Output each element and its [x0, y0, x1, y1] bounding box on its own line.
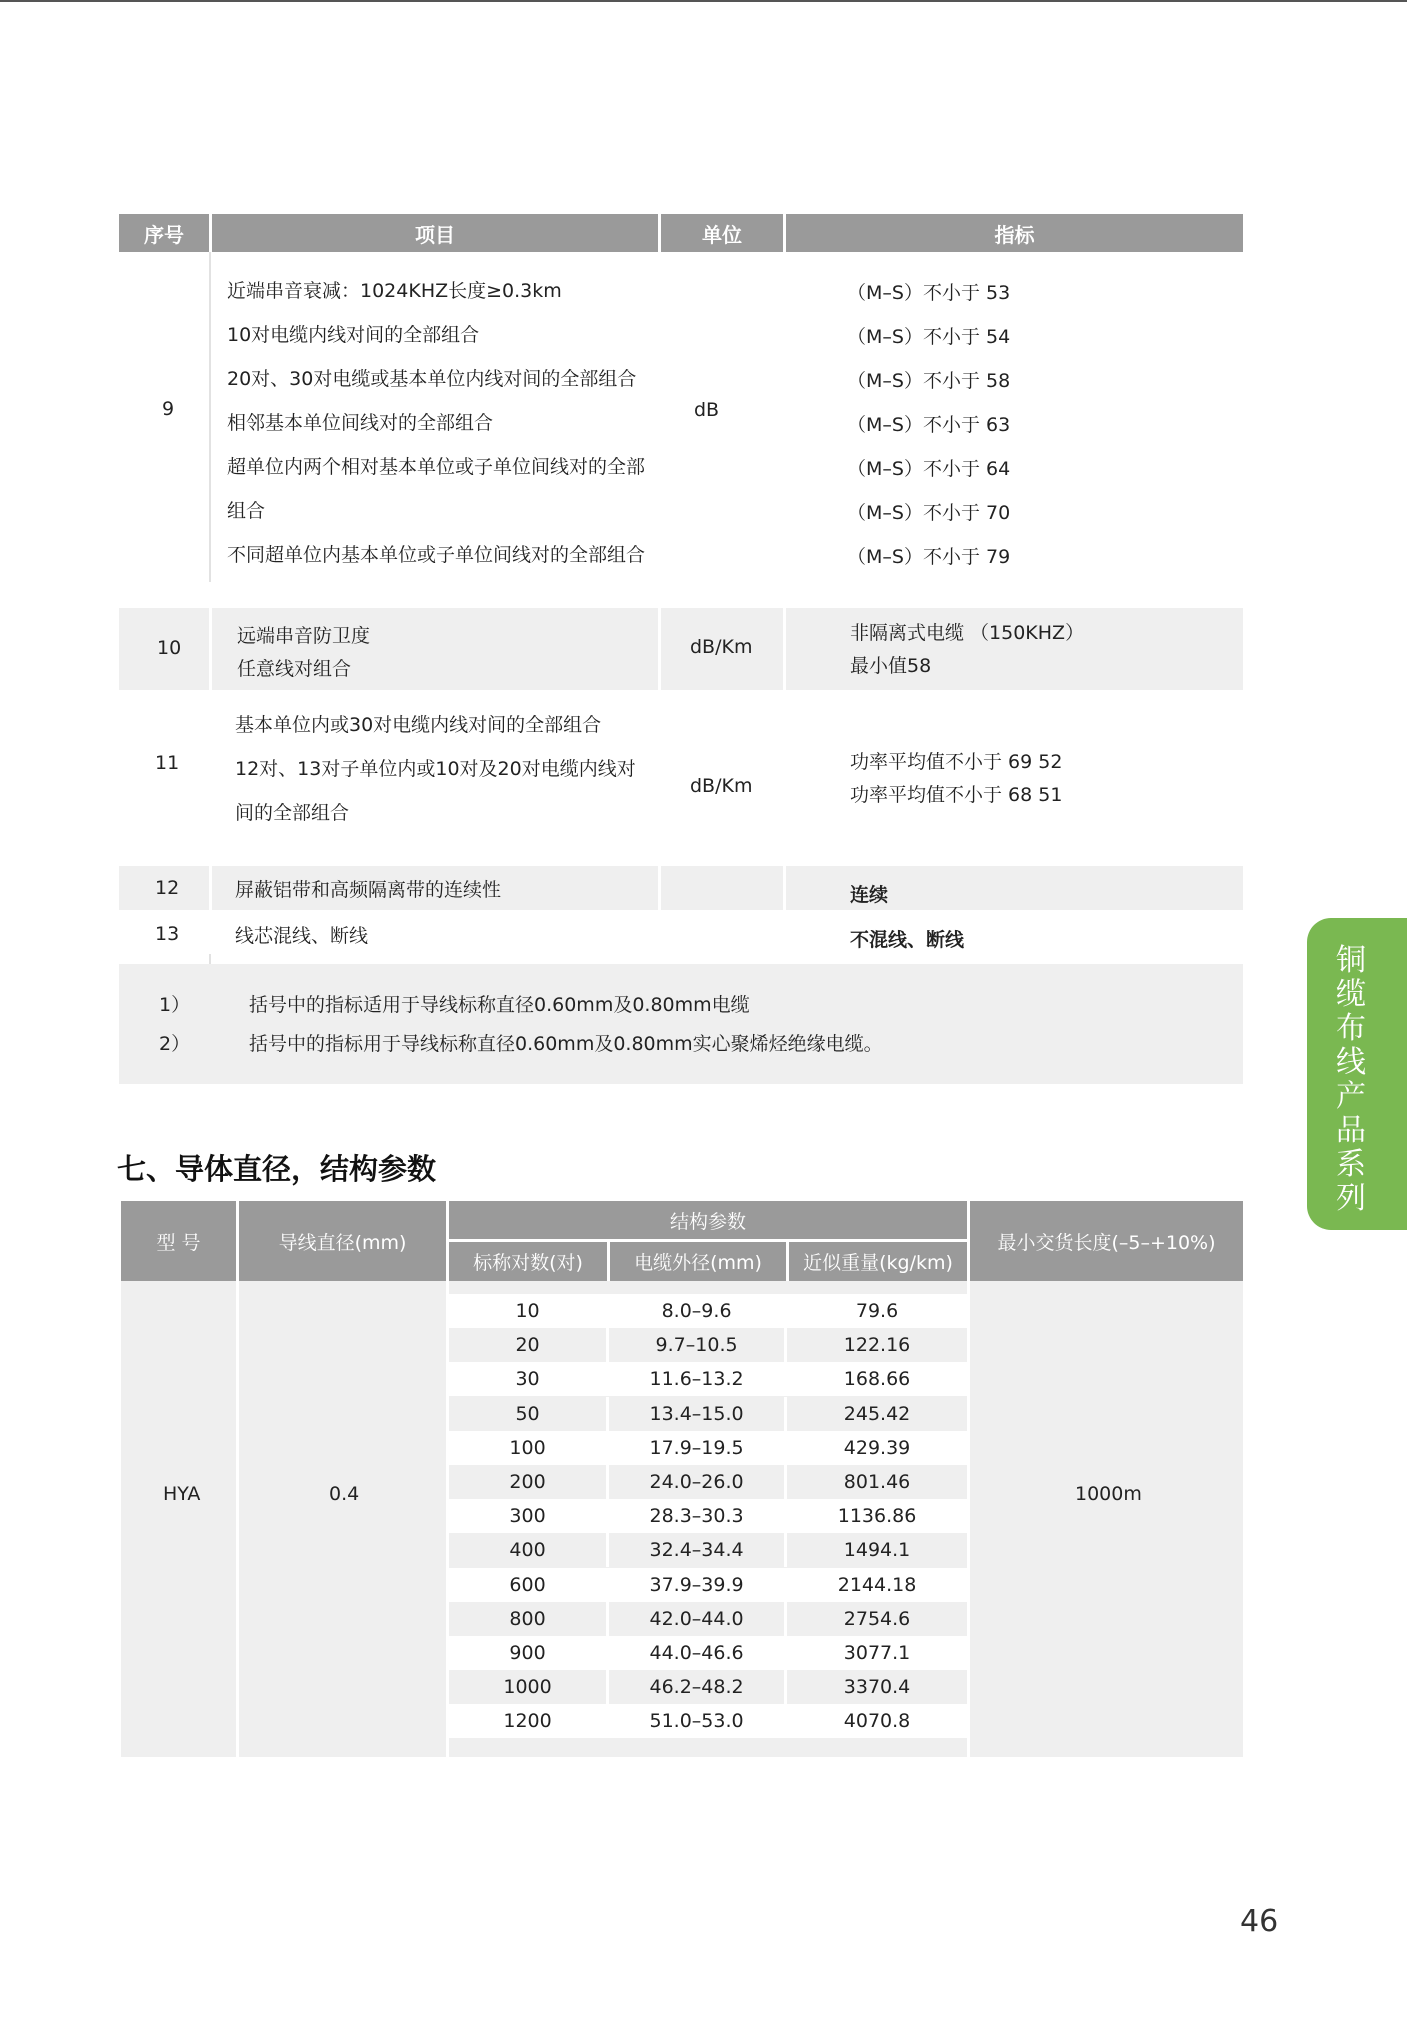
outer-diameter-cell: 42.0–44.0: [609, 1602, 787, 1636]
table-row-10: [119, 608, 1243, 690]
table-row: [449, 1294, 967, 1328]
model-value: HYA: [163, 1483, 201, 1505]
spec-line: （M–S）不小于 79: [847, 546, 1011, 568]
item-line: 基本单位内或30对电缆内线对间的全部组合: [235, 714, 602, 736]
page-number: 46: [1240, 1904, 1279, 1939]
outer-diameter-cell: 28.3–30.3: [609, 1499, 787, 1533]
weight-cell: 2144.18: [837, 1573, 917, 1596]
table-row-9: [119, 252, 1243, 582]
header-od: 电缆外径(mm): [610, 1242, 786, 1281]
spec-line: 连续: [850, 884, 889, 906]
spec-line: （M–S）不小于 54: [847, 326, 1011, 348]
item-line: 10对电缆内线对间的全部组合: [227, 324, 480, 346]
item-line: 12对、13对子单位内或10对及20对电缆内线对: [235, 758, 636, 780]
spec-line: 最小值58: [850, 655, 932, 677]
outer-diameter-cell: 17.9–19.5: [609, 1431, 787, 1465]
table-row: [449, 1328, 967, 1362]
item-line: 相邻基本单位间线对的全部组合: [227, 412, 494, 434]
table-row-13: [119, 910, 1243, 964]
outer-diameter-cell: 24.0–26.0: [609, 1465, 787, 1499]
item-line: 屏蔽铝带和高频隔离带的连续性: [235, 879, 502, 901]
item-line: 远端串音防卫度: [237, 625, 371, 647]
table-row: [449, 1397, 967, 1431]
table-row-11: [119, 690, 1243, 836]
pairs-cell: 400: [449, 1533, 609, 1567]
table-row: [449, 1670, 967, 1704]
pairs-cell: 10: [449, 1294, 609, 1328]
weight-cell: 3370.4: [843, 1676, 911, 1699]
spec-line: （M–S）不小于 70: [847, 502, 1011, 524]
table-row: [449, 1602, 967, 1636]
pairs-cell: 900: [449, 1636, 609, 1670]
outer-diameter-cell: 8.0–9.6: [609, 1294, 787, 1328]
weight-cell: 79.6: [855, 1300, 899, 1322]
outer-diameter-cell: 32.4–34.4: [609, 1533, 787, 1567]
header-weight: 近似重量(kg/km): [789, 1242, 967, 1281]
table-row: [449, 1431, 967, 1465]
spec-line: （M–S）不小于 64: [847, 458, 1011, 480]
spec-line: （M–S）不小于 63: [847, 414, 1011, 436]
item-line: 间的全部组合: [235, 802, 350, 824]
header-model: 型 号: [121, 1201, 236, 1281]
outer-diameter-cell: 37.9–39.9: [609, 1568, 787, 1602]
product-series-tab: [1307, 918, 1407, 1230]
weight-cell: 4070.8: [843, 1710, 911, 1733]
spec-line: 功率平均值不小于 68 51: [850, 784, 1063, 806]
row-number: 13: [155, 923, 180, 945]
notes-box: [119, 964, 1243, 1084]
row-number: 12: [155, 877, 180, 899]
unit: dB/Km: [690, 636, 753, 658]
header-pairs: 标称对数(对): [449, 1242, 607, 1281]
pairs-cell: 1000: [449, 1670, 609, 1704]
table-row: [449, 1362, 967, 1396]
row-number: 9: [162, 398, 175, 420]
header-diameter: 导线直径(mm): [239, 1201, 446, 1281]
unit: dB: [694, 399, 720, 421]
weight-cell: 2754.6: [843, 1607, 911, 1630]
spec-line: 功率平均值不小于 69 52: [850, 751, 1063, 773]
spec-line: 非隔离式电缆 （150KHZ）: [850, 622, 1085, 644]
note-mark: 2）: [159, 1033, 191, 1055]
length-value: 1000m: [1075, 1483, 1142, 1505]
pairs-cell: 600: [449, 1568, 609, 1602]
top-rule: [0, 0, 1407, 2]
table-row: [449, 1704, 967, 1738]
outer-diameter-cell: 46.2–48.2: [609, 1670, 787, 1704]
header-no: 序号: [119, 214, 209, 252]
section-title: 七、导体直径，结构参数: [117, 1152, 437, 1186]
weight-cell: 3077.1: [843, 1642, 911, 1664]
pairs-cell: 50: [449, 1397, 609, 1431]
header-item: 项目: [212, 214, 658, 252]
table-row: [449, 1465, 967, 1499]
pairs-cell: 100: [449, 1431, 609, 1465]
weight-cell: 1494.1: [843, 1539, 911, 1562]
note-text: 括号中的指标适用于导线标称直径0.60mm及0.80mm电缆: [249, 994, 750, 1016]
table-row: [449, 1499, 967, 1533]
weight-cell: 245.42: [843, 1402, 911, 1425]
weight-cell: 429.39: [843, 1436, 911, 1459]
pairs-cell: 300: [449, 1499, 609, 1533]
table-row-12: [119, 866, 1243, 910]
note-mark: 1）: [159, 994, 191, 1016]
weight-cell: 1136.86: [837, 1505, 917, 1528]
pairs-cell: 20: [449, 1328, 609, 1362]
weight-cell: 122.16: [843, 1334, 911, 1357]
header-length: 最小交货长度(–5–+10%): [970, 1201, 1243, 1281]
side-tab-label: 铜缆布线产品系列: [1336, 943, 1366, 1216]
outer-diameter-cell: 9.7–10.5: [609, 1328, 787, 1362]
weight-cell: 801.46: [843, 1471, 911, 1493]
diameter-value: 0.4: [329, 1483, 360, 1505]
item-line: 组合: [227, 500, 266, 522]
outer-diameter-cell: 11.6–13.2: [609, 1362, 787, 1396]
row-number: 11: [155, 752, 180, 774]
spec-line: 不混线、断线: [850, 929, 965, 951]
weight-cell: 168.66: [843, 1368, 911, 1391]
header-structure: 结构参数: [449, 1201, 967, 1239]
pairs-cell: 800: [449, 1602, 609, 1636]
note-text: 括号中的指标用于导线标称直径0.60mm及0.80mm实心聚烯烃绝缘电缆。: [249, 1033, 883, 1055]
outer-diameter-cell: 13.4–15.0: [609, 1397, 787, 1431]
spec-line: （M–S）不小于 58: [847, 370, 1011, 392]
table-row: [449, 1568, 967, 1602]
outer-diameter-cell: 44.0–46.6: [609, 1636, 787, 1670]
spec-line: （M–S）不小于 53: [847, 282, 1011, 304]
item-line: 不同超单位内基本单位或子单位间线对的全部组合: [227, 544, 646, 566]
structure-parameter-table: [121, 1201, 1243, 1757]
item-line: 近端串音衰减：1024KHZ长度≥0.3km: [227, 280, 562, 302]
header-unit: 单位: [661, 214, 783, 252]
pairs-cell: 1200: [449, 1704, 609, 1738]
unit: dB/Km: [690, 775, 753, 797]
pairs-cell: 30: [449, 1362, 609, 1396]
item-line: 20对、30对电缆或基本单位内线对间的全部组合: [227, 368, 637, 390]
table-row: [449, 1533, 967, 1567]
outer-diameter-cell: 51.0–53.0: [609, 1704, 787, 1738]
item-line: 线芯混线、断线: [235, 925, 369, 947]
pairs-cell: 200: [449, 1465, 609, 1499]
table-row: [449, 1636, 967, 1670]
header-spec: 指标: [786, 214, 1243, 252]
item-line: 超单位内两个相对基本单位或子单位间线对的全部: [227, 456, 646, 478]
item-line: 任意线对组合: [237, 658, 352, 680]
row-number: 10: [157, 637, 182, 659]
